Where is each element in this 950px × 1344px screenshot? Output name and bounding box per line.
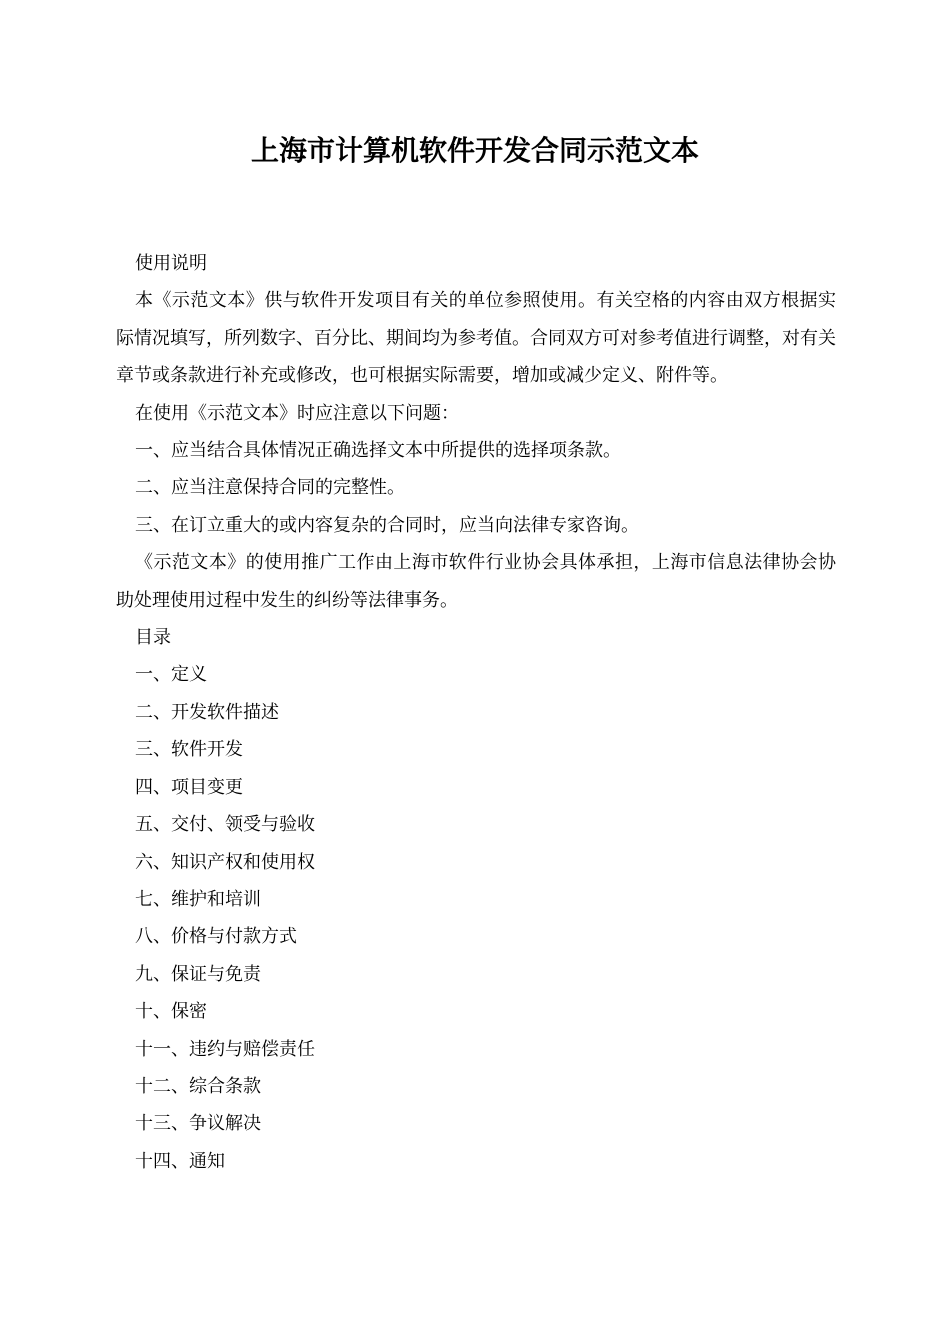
paragraph-note-2: 二、应当注意保持合同的完整性。	[135, 477, 405, 499]
toc-item: 八、价格与付款方式	[135, 926, 297, 948]
document-title: 上海市计算机软件开发合同示范文本	[250, 134, 699, 167]
toc-item: 十四、通知	[135, 1150, 225, 1172]
toc-item: 七、维护和培训	[135, 888, 261, 910]
toc-item: 十、保密	[135, 1001, 207, 1023]
toc-item: 十二、综合条款	[135, 1075, 261, 1097]
toc-item: 十一、违约与赔偿责任	[135, 1038, 315, 1060]
paragraph-note-3: 三、在订立重大的或内容复杂的合同时，应当向法律专家咨询。	[135, 514, 639, 536]
document-body	[116, 245, 836, 1180]
paragraph-note-1: 一、应当结合具体情况正确选择文本中所提供的选择项条款。	[135, 440, 621, 462]
toc-heading: 目录	[135, 627, 171, 649]
toc-item: 十三、争议解决	[135, 1113, 261, 1135]
toc-item: 一、定义	[135, 664, 207, 686]
toc-item: 九、保证与免责	[135, 963, 261, 985]
paragraph-promotion: 《示范文本》的使用推广工作由上海市软件行业协会具体承担，上海市信息法律协会协助处理使用过程中发生的纠纷等法律事务。	[116, 552, 836, 611]
toc-item: 二、开发软件描述	[135, 701, 279, 723]
table-of-contents	[116, 656, 836, 1180]
paragraph-usage-scope: 本《示范文本》供与软件开发项目有关的单位参照使用。有关空格的内容由双方根据实际情况填写，所列数字、百分比、期间均为参考值。合同双方可对参考值进行调整，对有关章节或条款进行补充或修改，也可根据实际需要，增加或减少定义、附件等。	[116, 290, 836, 387]
instructions-heading: 使用说明	[135, 253, 207, 274]
paragraph-notes-intro: 在使用《示范文本》时应注意以下问题：	[135, 402, 459, 424]
toc-item: 五、交付、领受与验收	[135, 814, 315, 836]
toc-item: 六、知识产权和使用权	[135, 851, 315, 873]
toc-item: 三、软件开发	[135, 739, 243, 761]
toc-item: 四、项目变更	[135, 776, 243, 798]
